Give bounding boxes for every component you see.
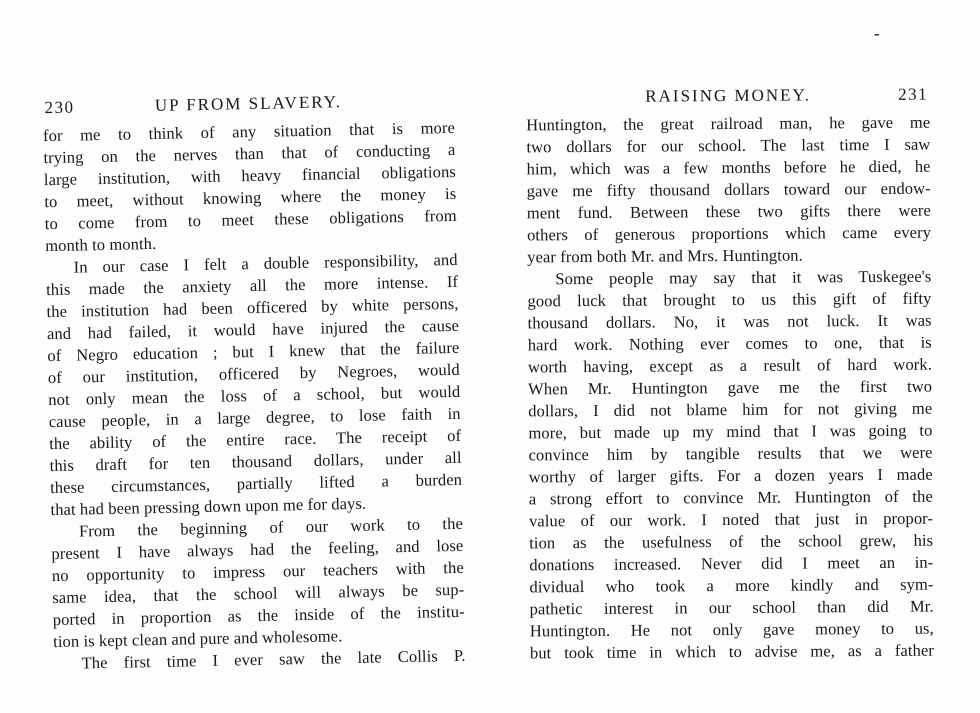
text-line: large institution, with heavy financial obligations — [43, 161, 457, 190]
text-line: value of our work. I noted that just in propor- — [528, 508, 934, 531]
left-page-number: 230 — [44, 97, 75, 118]
text-line: When Mr. Huntington gave me the first two — [528, 376, 933, 399]
text-line: gave me fifty thousand dollars toward our endow- — [526, 178, 931, 201]
text-line: more, but made up my mind that I was going to — [528, 420, 933, 443]
text-line: two dollars for our school. The last time I saw — [526, 134, 931, 157]
text-line: In our case I felt a double responsibility, and — [73, 249, 458, 277]
text-line: not only mean the loss of a school, but would — [48, 381, 461, 410]
text-line: no opportunity to impress our teachers with the — [51, 557, 464, 586]
text-line: tion is kept clean and pure and wholesome. — [52, 626, 343, 652]
text-line: tion as the usefulness of the school grew, his — [529, 530, 934, 553]
text-line: to come from to meet these obligations from — [44, 205, 457, 234]
text-line: Huntington. He not only gave money to us, — [529, 618, 934, 641]
text-line: trying on the nerves than that of conducting a — [43, 139, 456, 168]
text-line: this draft for ten thousand dollars, under all — [49, 447, 462, 476]
text-line: worth having, except as a result of hard work. — [527, 354, 933, 377]
right-page — [526, 83, 934, 665]
text-line: cause people, in a large degree, to lose faith in — [48, 403, 461, 432]
text-line: present I have always had the feeling, and lose — [51, 535, 464, 564]
text-line: donations increased. Never did I meet an in- — [529, 552, 934, 575]
left-page — [42, 88, 466, 675]
left-running-header — [42, 88, 454, 120]
text-line: From the beginning of our work to the — [78, 513, 464, 541]
text-line: hard work. Nothing ever comes to one, that is — [527, 332, 932, 355]
text-line: dollars, I did not blame him for not giving me — [528, 398, 933, 421]
right-page-text — [526, 112, 934, 665]
text-line: dividual who took a more kindly and sym- — [529, 574, 934, 597]
text-line: this made the anxiety all the more intense. If — [45, 271, 459, 300]
text-line: of Negro education ; but I knew that the failure — [47, 337, 460, 366]
right-page-number: 231 — [897, 84, 929, 104]
text-line: ment fund. Between these two gifts there were — [526, 200, 931, 223]
text-line: ported in proportion as the inside of the institu- — [52, 601, 465, 630]
text-line: for me to think of any situation that is more — [42, 117, 456, 146]
text-line: him, which was a few months before he died, he — [526, 156, 931, 179]
text-line: that had been pressing down upon me for days. — [50, 493, 367, 520]
text-line: year from both Mr. and Mrs. Huntington. — [527, 245, 803, 267]
text-line: pathetic interest in our school than did Mr. — [529, 596, 934, 619]
left-page-text — [43, 117, 466, 675]
text-line: Some people may say that it was Tuskegee's — [555, 266, 932, 289]
text-line: a strong effort to convince Mr. Huntington of the — [528, 486, 933, 509]
text-line: same idea, that the school will always be sup- — [52, 579, 465, 608]
left-running-title: UP FROM SLAVERY. — [154, 92, 343, 115]
scan-speck-mark: - — [874, 24, 880, 43]
text-line: these circumstances, partially lifted a burden — [49, 469, 463, 498]
right-running-header — [526, 83, 930, 110]
text-line: others of generous proportions which came every — [526, 222, 932, 245]
text-line: month to month. — [45, 233, 157, 256]
text-line: worthy of larger gifts. For a dozen years I made — [528, 464, 933, 487]
text-line: but took time in which to advise me, as a father — [529, 640, 935, 663]
text-line: good luck that brought to us this gift of fifty — [527, 288, 932, 311]
text-line: Huntington, the great railroad man, he gave me — [526, 112, 931, 135]
text-line: convince him by tangible results that we were — [528, 442, 933, 465]
text-line: The first time I ever saw the late Collis P. — [81, 645, 466, 673]
text-line: the institution had been officered by white persons, — [46, 293, 459, 322]
text-line: the ability of the entire race. The receipt of — [49, 425, 462, 454]
text-line: to meet, without knowing where the money is — [44, 183, 457, 212]
text-line: thousand dollars. No, it was not luck. It was — [527, 310, 932, 333]
text-line: and had failed, it would have injured the cause — [46, 315, 460, 344]
text-line: of our institution, officered by Negroes, would — [47, 359, 460, 388]
right-running-title: RAISING MONEY. — [645, 85, 811, 106]
